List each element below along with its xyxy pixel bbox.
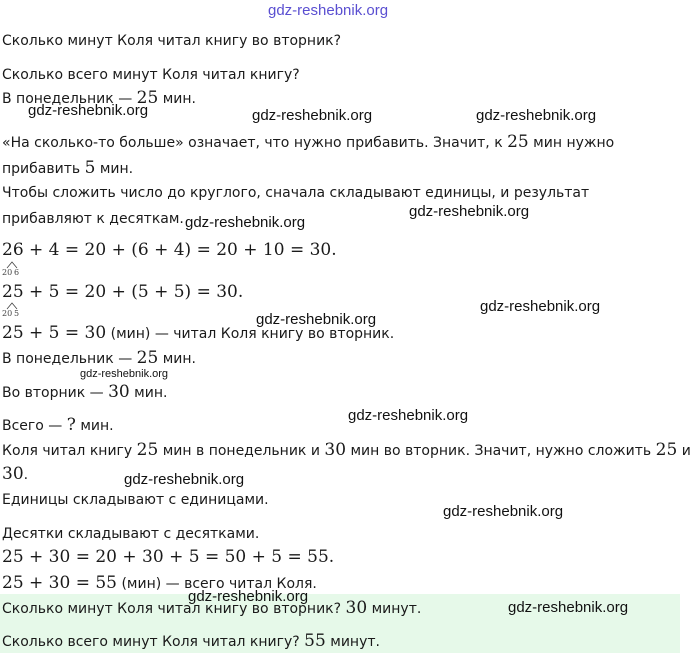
watermark: gdz-reshebnik.org bbox=[185, 214, 306, 231]
tuesday-line: Во вторник — 30 мин. bbox=[2, 382, 168, 402]
answer-2: Сколько всего минут Коля читал книгу? 55 минут. bbox=[2, 631, 380, 651]
watermark: gdz-reshebnik.org bbox=[476, 107, 597, 124]
watermark: gdz-reshebnik.org bbox=[188, 588, 309, 605]
equation-5: 25 + 30 = 55 (мин) — всего читал Коля. bbox=[2, 573, 317, 593]
equation-1: 26 + 4 = 20 + (6 + 4) = 20 + 10 = 30. bbox=[2, 240, 337, 260]
question-2: Сколько всего минут Коля читал книгу? bbox=[2, 67, 300, 83]
read-line-cont: 30. bbox=[2, 464, 29, 484]
units-rule: Единицы складывают с единицами. bbox=[2, 492, 269, 508]
watermark-top: gdz-reshebnik.org bbox=[268, 2, 389, 19]
tens-rule: Десятки складывают с десятками. bbox=[2, 526, 260, 542]
equation-4: 25 + 30 = 20 + 30 + 5 = 50 + 5 = 55. bbox=[2, 547, 335, 567]
watermark: gdz-reshebnik.org bbox=[124, 471, 245, 488]
equation-2-split-mark bbox=[5, 301, 19, 310]
equation-2-split-a: 20 bbox=[2, 309, 13, 318]
monday-line-1: В понедельник — 25 мин. bbox=[2, 88, 196, 108]
total-line: Всего — ? мин. bbox=[2, 415, 114, 435]
explain-line-2: прибавить 5 мин. bbox=[2, 158, 134, 178]
watermark: gdz-reshebnik.org bbox=[80, 368, 169, 380]
equation-1-split-b: 6 bbox=[14, 268, 20, 277]
watermark: gdz-reshebnik.org bbox=[252, 107, 373, 124]
read-line: Коля читал книгу 25 мин в понедельник и 30 мин во вторник. Значит, нужно сложить 25 и bbox=[2, 440, 691, 460]
equation-1-split-mark bbox=[5, 260, 19, 269]
round-rule-line-2: прибавляют к десяткам. bbox=[2, 211, 184, 227]
explain-line-1: «На сколько-то больше» означает, что нужно прибавить. Значит, к 25 мин нужно bbox=[2, 132, 615, 152]
equation-2-split-b: 5 bbox=[14, 309, 20, 318]
round-rule-line-1: Чтобы сложить число до круглого, сначала складывают единицы, и результат bbox=[2, 185, 590, 201]
equation-1-split-a: 20 bbox=[2, 268, 13, 277]
watermark: gdz-reshebnik.org bbox=[409, 203, 530, 220]
watermark: gdz-reshebnik.org bbox=[443, 503, 564, 520]
equation-3: 25 + 5 = 30 (мин) — читал Коля книгу во вторник. bbox=[2, 323, 395, 343]
watermark: gdz-reshebnik.org bbox=[28, 102, 149, 119]
answer-1: Сколько минут Коля читал книгу во вторник? 30 минут. bbox=[2, 598, 422, 618]
equation-2: 25 + 5 = 20 + (5 + 5) = 30. bbox=[2, 282, 244, 302]
watermark: gdz-reshebnik.org bbox=[480, 298, 601, 315]
watermark: gdz-reshebnik.org bbox=[256, 311, 377, 328]
watermark: gdz-reshebnik.org bbox=[508, 599, 629, 616]
question-1: Сколько минут Коля читал книгу во вторник? bbox=[2, 33, 342, 49]
monday-line-2: В понедельник — 25 мин. bbox=[2, 348, 196, 368]
watermark: gdz-reshebnik.org bbox=[348, 407, 469, 424]
